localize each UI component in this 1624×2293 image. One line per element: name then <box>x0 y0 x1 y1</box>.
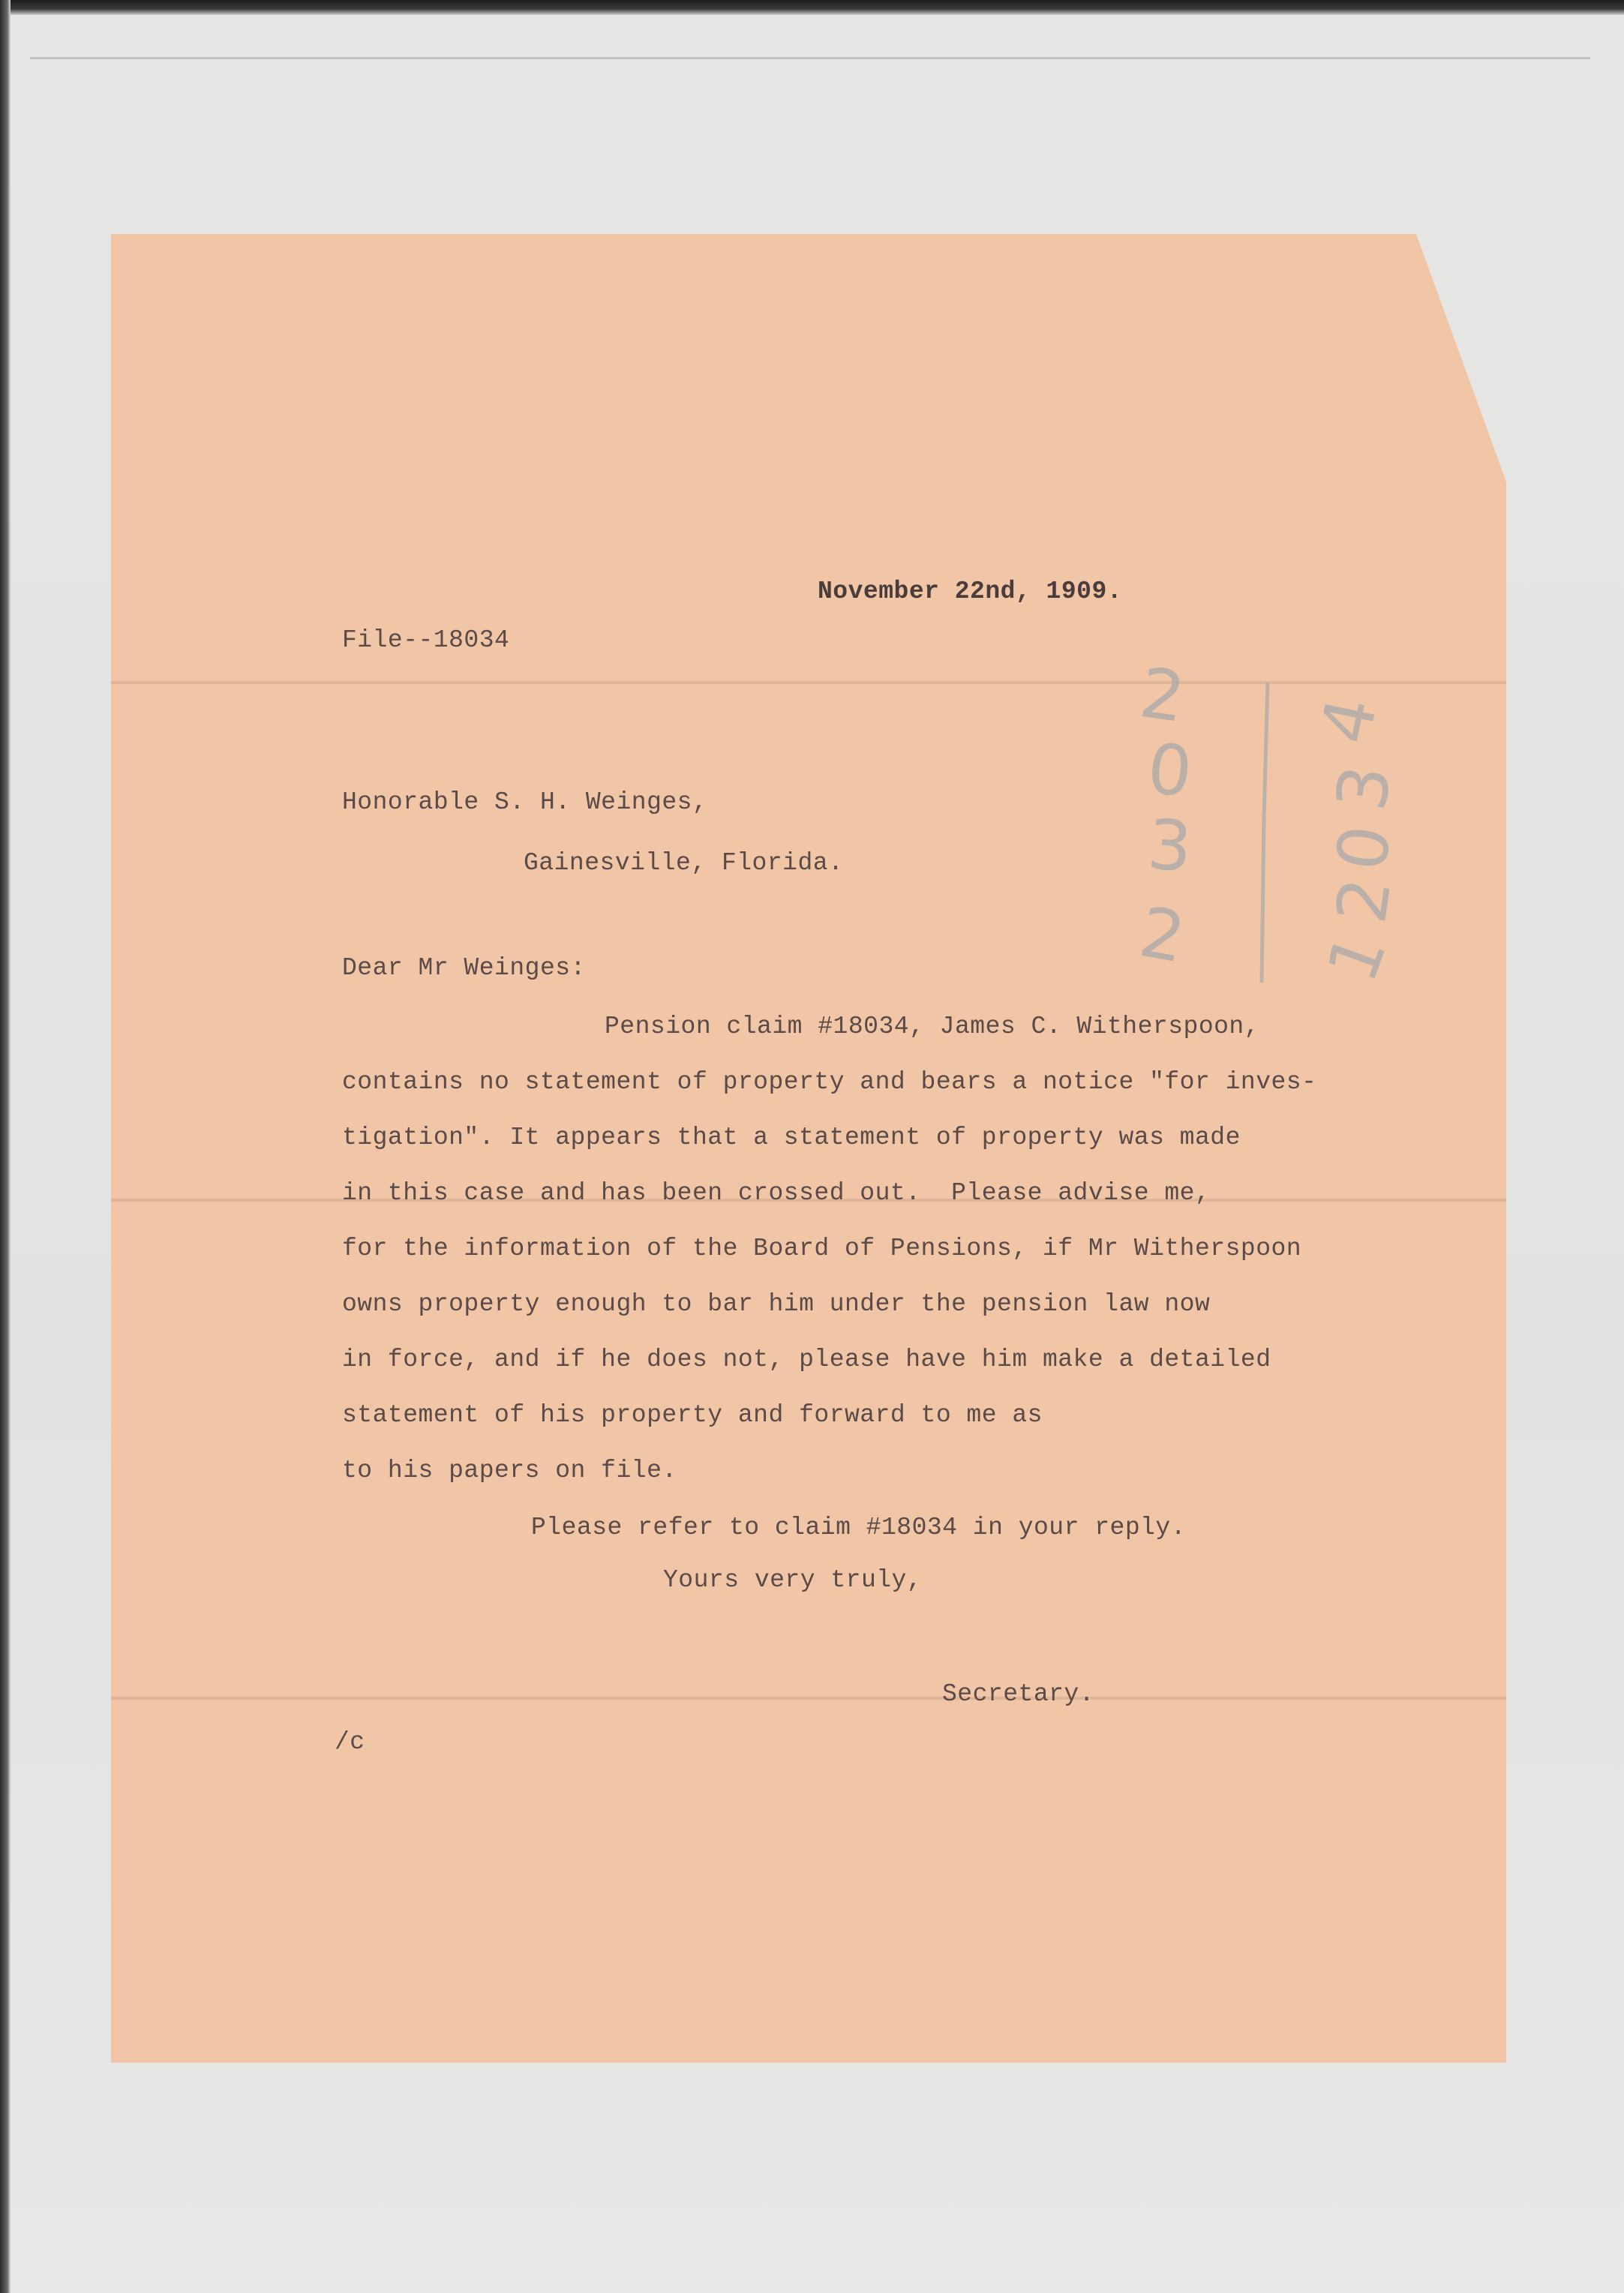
body-line: contains no statement of property and bears a notice "for inves- <box>342 1068 1317 1096</box>
body-line: Pension claim #18034, James C. Witherspoon, <box>605 1013 1260 1040</box>
body-line: in force, and if he does not, please have him make a detailed <box>342 1346 1271 1373</box>
salutation: Dear Mr Weinges: <box>342 954 586 982</box>
recipient-place: Gainesville, Florida. <box>524 849 844 877</box>
pencil-digit: 3 <box>1321 761 1407 815</box>
pencil-digit: 2 <box>1321 873 1407 928</box>
scan-rule-line <box>30 57 1590 59</box>
body-line: to his papers on file. <box>342 1457 677 1484</box>
pencil-annotation <box>1125 645 1440 1035</box>
pencil-digit: 0 <box>1143 728 1196 813</box>
paper-fold-line <box>111 1697 1506 1700</box>
recipient-name: Honorable S. H. Weinges, <box>342 788 708 816</box>
scan-left-edge <box>0 0 11 2293</box>
body-line: for the information of the Board of Pensions, if Mr Witherspoon <box>342 1235 1302 1262</box>
signature-title: Secretary. <box>942 1680 1095 1708</box>
body-line: statement of his property and forward to me as <box>342 1401 1043 1429</box>
reference-line: Please refer to claim #18034 in your reply. <box>531 1514 1187 1541</box>
body-line: in this case and has been crossed out. Please advise me, <box>342 1179 1211 1207</box>
letter-date: November 22nd, 1909. <box>818 578 1123 605</box>
body-line: tigation". It appears that a statement of property was made <box>342 1124 1241 1151</box>
closing: Yours very truly, <box>663 1566 923 1594</box>
pencil-digit: 3 <box>1145 804 1195 888</box>
pencil-digit: 2 <box>1135 652 1190 739</box>
scan-top-edge <box>0 0 1624 15</box>
file-number: File--18034 <box>342 626 510 654</box>
body-line: owns property enough to bar him under the pension law now <box>342 1290 1211 1318</box>
typist-initials: /c <box>335 1728 365 1756</box>
pencil-digit: 0 <box>1321 821 1407 875</box>
pencil-digit: 4 <box>1304 690 1393 751</box>
pencil-digit: 2 <box>1133 891 1191 979</box>
pencil-digit: 1 <box>1311 923 1403 992</box>
